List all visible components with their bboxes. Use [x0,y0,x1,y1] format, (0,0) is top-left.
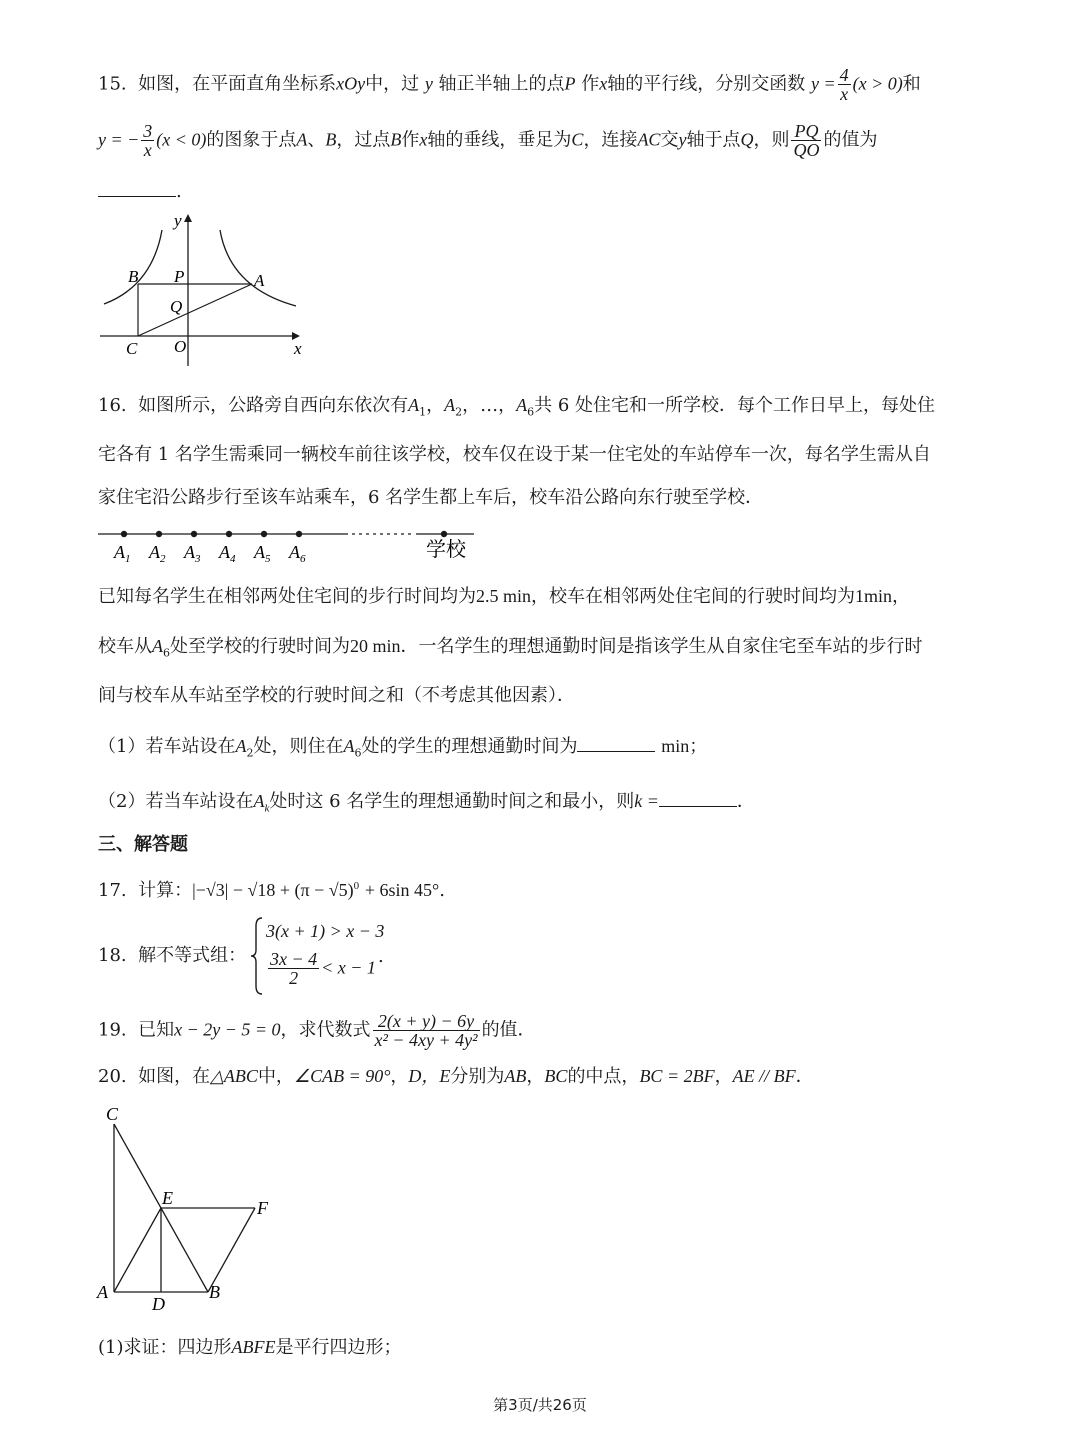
q16-line6: 间与校车从车站至学校的行驶时间之和（不考虑其他因素）． [98,685,575,706]
label-A1: $A_1$ [114,542,131,565]
dot-A6 [296,531,302,537]
road-diagram [96,518,486,568]
q18-ineq2: $\frac{3x - 4}{2}$ < x − 1 [270,949,376,988]
q19: 19. 已知x − 2y − 5 = 0，求代数式 $\frac{2(x + y) - 6y}{\text{x² − 4xy + 4y²}}$ 的值． [98,1011,536,1050]
label-A4: $A_4$ [219,542,236,565]
label-x: x [294,339,302,358]
q20: 20. 如图，在△ABC中，∠CAB = 90°，D，E分别为AB，BC的中点，BC = 2BF，AE // BF． [98,1066,814,1087]
label-school: 学校 [426,537,466,561]
fraction-pq-over-qo: $\frac{PQ}{QO}$ [793,121,820,160]
label-A6: $A_6$ [289,542,306,565]
q15-answer-blank: . [98,178,182,205]
label-C: C [106,1104,119,1124]
label-A: A [254,271,265,290]
segment-CA [138,284,252,336]
y-axis-arrow [184,214,192,222]
segment-AE [114,1208,161,1292]
label-P: P [174,267,185,286]
label-F: F [257,1198,268,1218]
q16-line3: 家住宅沿公路步行至该车站乘车，6 名学生都上车后，校车沿公路向东行驶至学校． [98,487,764,508]
q16-line4: 已知每名学生在相邻两处住宅间的步行时间均为2.5 min，校车在相邻两处住宅间的行驶时间均为1min， [98,586,911,607]
section-heading: 三、解答题 [98,834,188,855]
dot-A4 [226,531,232,537]
q16-part1: （1）若车站设在$A_2$处，则住在$A_6$处的学生的理想通勤时间为 min； [98,733,707,767]
segment-FB [208,1208,255,1292]
dot-A2 [156,531,162,537]
q17: 17. 计算：$|-√3| - √18 + (\pi - √5)^0 + 6\sin$ 45°. [98,880,445,901]
q18-ineq1: 3(x + 1) > x − 3 [266,921,385,941]
label-y: y [174,211,182,230]
label-A: A [97,1282,108,1302]
q18-label: 18. 解不等式组： [98,945,247,966]
figure-15-graph [96,206,326,374]
answer-blank-15 [98,178,176,197]
fraction-3-over-x: $\frac{3}{x}$ [143,121,153,160]
label-O: O [174,337,187,356]
q16-part2: （2）若当车站设在$A_k$处时这 6 名学生的理想通勤时间之和最小，则k = ． [98,788,755,822]
dot-A5 [261,531,267,537]
figure-20-geometry [94,1100,294,1318]
q15-line1: 15. 如图，在平面直角坐标系xOy中，过 y 轴正半轴上的点P 作x轴的平行线，分别交函数 y = $\frac{4}{x}$ (x > 0)和 [98,65,921,104]
answer-blank-16-1 [577,733,655,752]
fraction-4-over-x: $\frac{4}{x}$ [839,65,849,104]
q16-line5: 校车从$A_6$处至学校的行驶时间为20 min．一名学生的理想通勤时间是指该学生从自家住宅至车站的步行时 [98,636,923,660]
q20-part1: (1)求证：四边形ABFE是平行四边形； [98,1337,402,1358]
label-A5: $A_5$ [254,542,271,565]
label-Q: Q [170,297,183,316]
dot-A3 [191,531,197,537]
label-B: B [128,267,139,286]
label-E: E [162,1188,173,1208]
q18-end: . [378,946,384,967]
label-C: C [126,339,138,358]
answer-blank-16-2 [659,788,737,807]
label-B: B [209,1282,220,1302]
page-footer: 第3页/共26页 [493,1396,587,1414]
label-A3: $A_3$ [184,542,201,565]
label-D: D [152,1294,165,1314]
q16-line1: 16. 如图所示，公路旁自西向东依次有$A_1$，$A_2$，…，$A_6$共 6 处住宅和一所学校．每个工作日早上，每处住 [98,395,935,419]
label-A2: $A_2$ [149,542,166,565]
brace-q18 [250,916,264,996]
curve-right [220,230,296,306]
q15-line2: y = − $\frac{3}{x}$ (x < 0)的图象于点A、B，过点B作x轴的垂线，垂足为C，连接AC交y轴于点Q，则 $\frac{PQ}{QO}$ 的值为 [98,121,878,160]
q16-line2: 宅各有 1 名学生需乘同一辆校车前往该学校，校车仅在设于某一住宅处的车站停车一次，每名学生需从自 [98,444,931,465]
dot-A1 [121,531,127,537]
